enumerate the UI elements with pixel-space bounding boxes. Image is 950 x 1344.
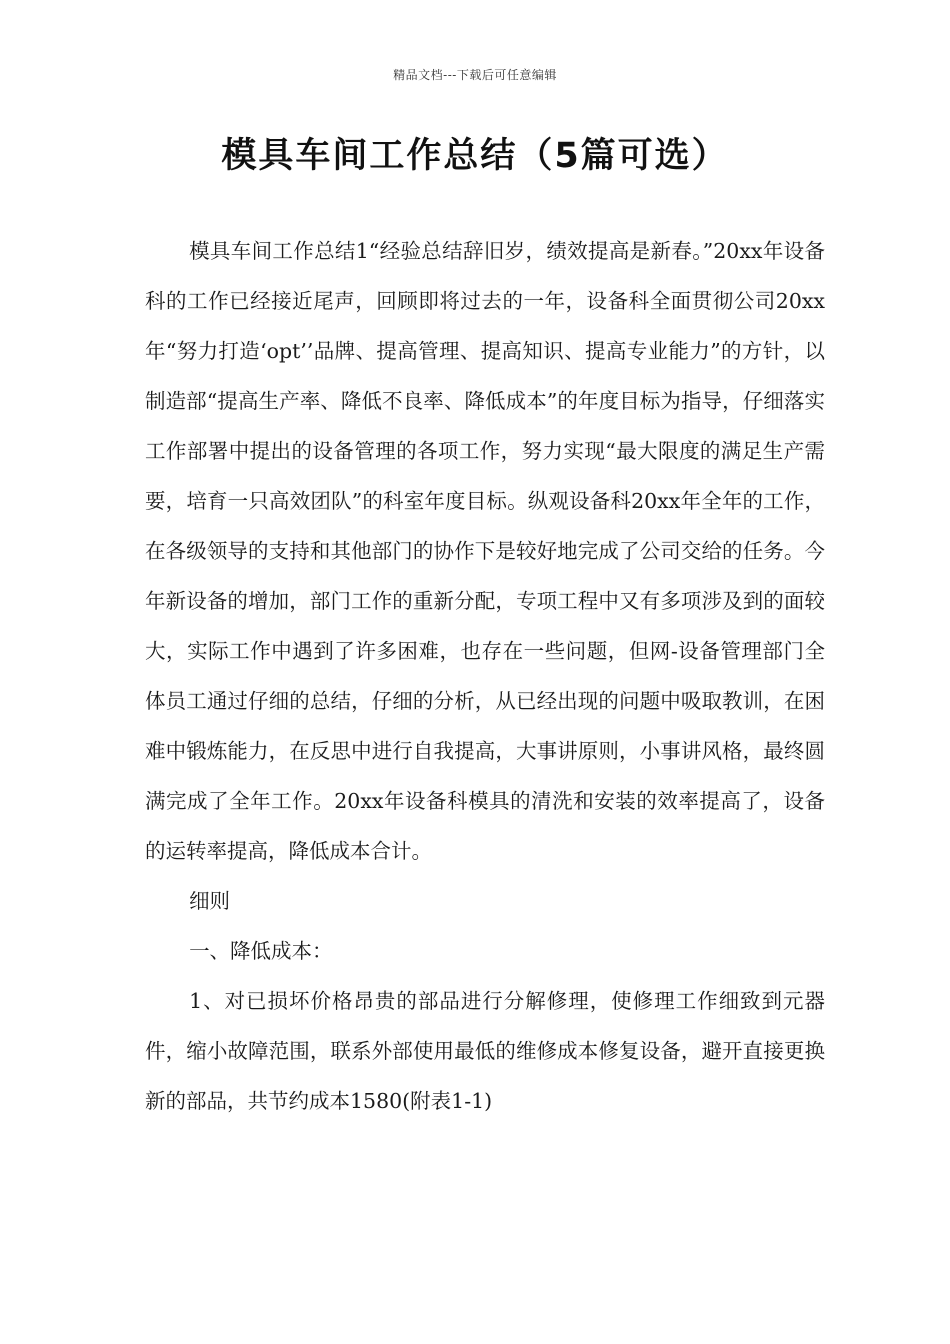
document-body [145, 226, 825, 1126]
section-heading-cost-reduction: 一、降低成本： [189, 939, 333, 963]
document-title: 模具车间工作总结（5篇可选） [221, 136, 729, 176]
section-label-details: 细则 [189, 889, 231, 913]
body-paragraph: 1、对已损坏价格昂贵的部品进行分解修理，使修理工作细致到元器件，缩小故障范围，联系外部使用最低的维修成本修复设备，避开直接更换新的部品，共节约成本1580(附表1-1) [145, 989, 825, 1113]
header-note: 精品文档---下载后可任意编辑 [393, 68, 557, 82]
body-paragraph: 模具车间工作总结1“经验总结辞旧岁，绩效提高是新春。”20xx年设备科的工作已经接近尾声，回顾即将过去的一年，设备科全面贯彻公司20xx年“努力打造‘opt’’品牌、提高管理、提高知识、提高专业能力”的方针，以制造部“提高生产率、降低不良率、降低成本”的年度目标为指导，仔细落实工作部署中提出的设备管理的各项工作，努力实现“最大限度的满足生产需要，培育一只高效团队”的科室年度目标。纵观设备科20xx年全年的工作，在各级领导的支持和其他部门的协作下是较好地完成了公司交给的任务。今年新设备的增加，部门工作的重新分配，专项工程中又有多项涉及到的面较大，实际工作中遇到了许多困难，也存在一些问题，但网-设备管理部门全体员工通过仔细的总结，仔细的分析，从已经出现的问题中吸取教训，在困难中锻炼能力，在反思中进行自我提高，大事讲原则，小事讲风格，最终圆满完成了全年工作。20xx年设备科模具的清洗和安装的效率提高了，设备的运转率提高，降低成本合计。 [145, 239, 825, 863]
